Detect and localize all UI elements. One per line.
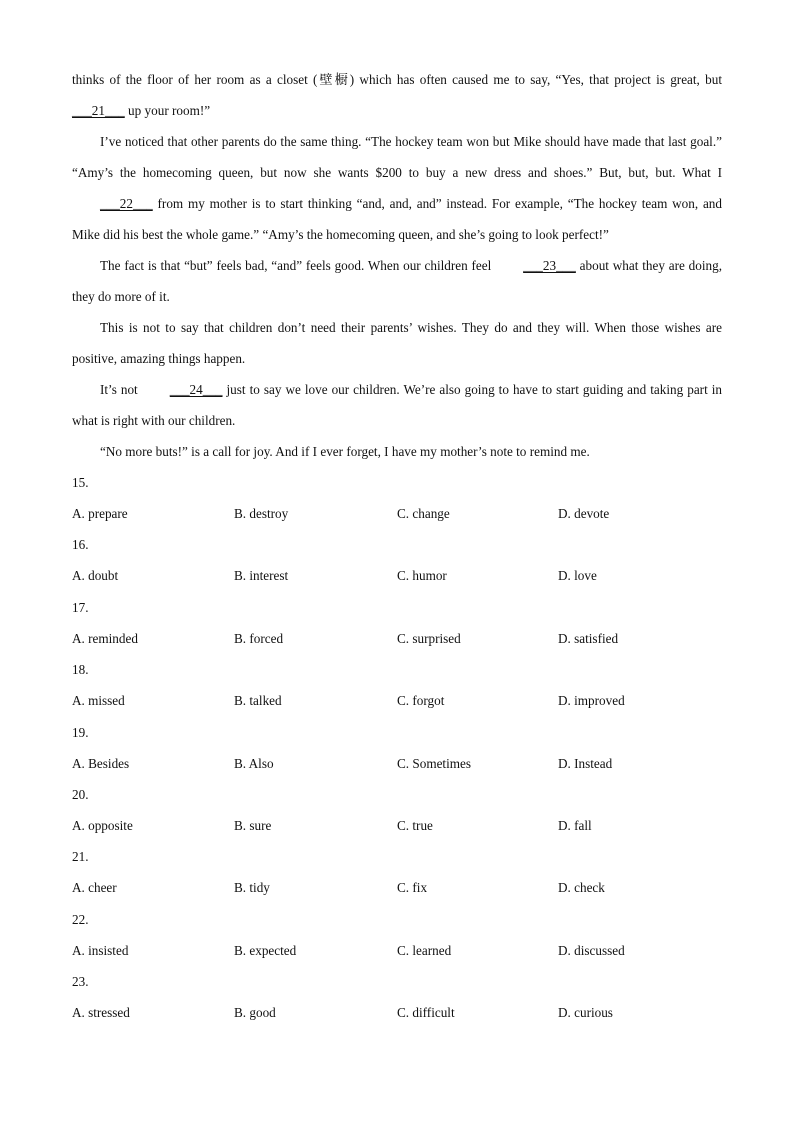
question-item (72, 966, 722, 1028)
option-b: B. destroy (234, 506, 289, 521)
option-d: D. Instead (558, 755, 613, 771)
passage-text: just to say we love our children. We’re also going to have to start guiding and taking part in what is right with our children. (72, 382, 723, 428)
option-d: D. fall (558, 817, 592, 833)
option-d: D. curious (558, 1005, 613, 1021)
question-item (72, 654, 722, 716)
option-c: C. change (397, 506, 450, 521)
option-b: B. good (234, 1005, 276, 1021)
option-a: A. opposite (72, 817, 133, 833)
option-c: C. true (397, 817, 433, 833)
option-b: B. interest (234, 568, 289, 584)
option-a: A. prepare (72, 506, 128, 521)
option-b: B. talked (234, 693, 282, 709)
option-d: D. satisfied (558, 630, 619, 646)
question-list (72, 467, 722, 1029)
option-row (72, 685, 722, 716)
passage-paragraph-5 (72, 374, 722, 436)
option-row (72, 498, 722, 529)
option-c: C. surprised (397, 630, 461, 646)
passage-paragraph-1 (72, 64, 722, 126)
option-c: C. humor (397, 568, 447, 584)
question-number: 20. (72, 786, 89, 802)
option-d: D. check (558, 880, 605, 896)
option-row (72, 935, 722, 966)
option-d: D. love (558, 568, 597, 584)
option-d: D. devote (558, 506, 610, 521)
passage-text: The fact is that “but” feels bad, “and” feels good. When our children feel (100, 258, 496, 273)
passage-paragraph-2 (72, 126, 722, 250)
question-item (72, 592, 722, 654)
question-number: 19. (72, 724, 89, 740)
passage-text: It’s not (100, 382, 142, 397)
option-c: C. learned (397, 942, 452, 958)
option-a: A. insisted (72, 942, 129, 958)
passage-text: up your room!” (124, 103, 211, 118)
question-number: 21. (72, 849, 89, 865)
question-item (72, 779, 722, 841)
question-number: 17. (72, 599, 89, 615)
option-row (72, 810, 722, 841)
question-item (72, 529, 722, 591)
option-d: D. discussed (558, 942, 625, 958)
option-b: B. sure (234, 817, 272, 833)
passage-paragraph-4: This is not to say that children don’t need their parents’ wishes. They do and they will. When those wishes are positive, amazing things happen. (72, 320, 722, 366)
option-a: A. reminded (72, 630, 138, 646)
option-b: B. tidy (234, 880, 270, 896)
option-a: A. Besides (72, 755, 130, 771)
question-item (72, 717, 722, 779)
option-a: A. doubt (72, 568, 119, 584)
question-number: 18. (72, 662, 89, 678)
blank-22: ___22___ (100, 196, 153, 211)
question-number: 15. (72, 475, 89, 490)
passage-text: about what they are doing, they do more of it. (72, 258, 722, 304)
passage-text: I’ve noticed that other parents do the same thing. “The hockey team won but Mike should have made that last goal.” “Amy’s the homecoming queen, but now she wants $200 to buy a new dress and shoes.” But, but, but. What I (72, 134, 722, 180)
question-number: 22. (72, 911, 89, 927)
option-c: C. Sometimes (397, 755, 471, 771)
passage-paragraph-3 (72, 250, 722, 312)
blank-24: ___24___ (169, 382, 223, 397)
option-b: B. forced (234, 630, 284, 646)
question-item (72, 904, 722, 966)
option-c: C. forgot (397, 693, 445, 709)
question-item (72, 841, 722, 903)
blank-23: ___23___ (523, 258, 576, 273)
option-row (72, 748, 722, 779)
reading-passage (72, 64, 722, 467)
blank-21: ___21___ (72, 103, 125, 118)
question-item (72, 467, 722, 529)
option-row (72, 997, 722, 1028)
option-b: B. Also (234, 755, 274, 771)
option-c: C. fix (397, 880, 428, 896)
option-c: C. difficult (397, 1005, 455, 1021)
option-a: A. cheer (72, 880, 117, 896)
option-b: B. expected (234, 942, 297, 958)
passage-paragraph-6: “No more buts!” is a call for joy. And if I ever forget, I have my mother’s note to remind me. (100, 444, 590, 459)
option-row (72, 560, 722, 591)
option-row (72, 623, 722, 654)
passage-text: thinks of the floor of her room as a closet (壁橱) which has often caused me to say, “Yes, that project is great, but (72, 72, 722, 87)
option-row (72, 872, 722, 903)
passage-text: from my mother is to start thinking “and, and, and” instead. For example, “The hockey team won, and Mike did his best the whole game.” “Amy’s the homecoming queen, and she’s going to look perfect!” (72, 196, 722, 242)
question-number: 16. (72, 537, 89, 553)
option-a: A. stressed (72, 1005, 130, 1021)
question-number: 23. (72, 974, 89, 990)
option-a: A. missed (72, 693, 125, 709)
option-d: D. improved (558, 693, 625, 709)
